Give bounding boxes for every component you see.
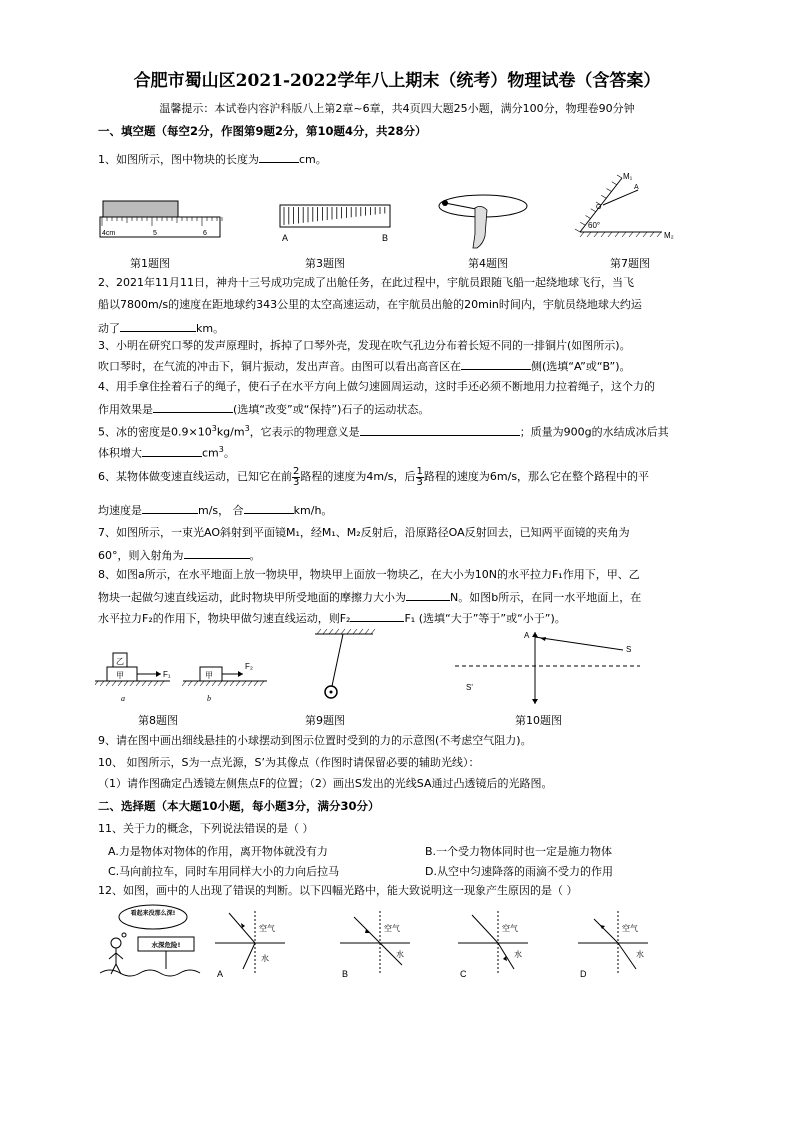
ground-hatch-line [154, 681, 158, 686]
mirror-hatch [643, 232, 647, 237]
mirror-hatch [587, 232, 591, 237]
mirror-hatch [594, 232, 598, 237]
harmonica-base [280, 205, 390, 227]
ground-hatch-line [130, 681, 134, 686]
ray-sa [535, 637, 623, 650]
label-option-d: D [580, 969, 587, 979]
caption-fig9: 第9题图 [305, 714, 345, 727]
ground-hatch-line [136, 681, 140, 686]
ground-hatch-line [160, 681, 164, 686]
lens-figure [440, 628, 640, 708]
question-3-line2: 吹口琴时，在气流的冲击下，铜片振动，发出声音。由图可以看出高音区在 侧(选填“A”或“B”)。 [98, 360, 631, 373]
question-7-line1: 7、如图所示，一束光AO斜射到平面镜M₁，经M₁、M₂反射后，沿原路径OA反射回去，已知两平面镜的夹角为 [98, 526, 630, 539]
ceiling-hatch [359, 629, 363, 634]
lens-top-arrow [532, 632, 538, 637]
label-jia-a: 甲 [116, 671, 124, 680]
force-f2-arrow [238, 671, 243, 677]
ceiling-hatch [317, 629, 321, 634]
ground-hatch-line [188, 681, 192, 686]
ground-hatch-line [248, 681, 252, 686]
force-f1-arrow [156, 671, 161, 677]
ruler-label-4: 4cm [102, 230, 116, 237]
mirror-hatch [629, 232, 633, 237]
refraction-diagram-c[interactable] [458, 905, 543, 983]
label-f1: F₁ [163, 670, 171, 679]
caption-fig8: 第8题图 [138, 714, 178, 727]
refracted-ray [594, 919, 618, 943]
label-yi: 乙 [116, 657, 124, 666]
string [332, 634, 343, 686]
mirror-hatch [636, 232, 640, 237]
mirror-hatch [608, 232, 612, 237]
refracted-ray [243, 943, 255, 969]
ground-hatch-line [236, 681, 240, 686]
caption-fig4: 第4题图 [468, 257, 508, 270]
ground-hatch-line [100, 681, 104, 686]
question-2-line2: 船以7800m/s的速度在距地球约343公里的太空高速运动，在宇航员出舱的20min时间内，宇航员绕地球大约运 [98, 298, 642, 311]
blocks-figure [95, 645, 270, 705]
label-water: 水 [261, 954, 269, 963]
cartoon-figure [98, 903, 208, 978]
block [103, 201, 178, 217]
ground-hatch-line [242, 681, 246, 686]
label-water: 水 [636, 950, 644, 959]
ground-hatch-line [194, 681, 198, 686]
question-10-line1: 10、 如图所示，S为一点光源，S’为其像点（作图时请保留必要的辅助光线）： [98, 756, 480, 769]
ruler-figure [98, 195, 223, 245]
mirror-hatch [617, 175, 622, 178]
question-7-line2: 60°，则入射角为 。 [98, 549, 261, 562]
mirror-hatch [586, 216, 591, 219]
hand [473, 206, 487, 248]
thought-bubble [119, 905, 187, 929]
ground-hatch-line [148, 681, 152, 686]
label-o: O [596, 204, 602, 211]
label-air: 空气 [622, 924, 638, 933]
refraction-diagram-a[interactable] [215, 905, 300, 983]
label-option-a: A [217, 969, 224, 979]
question-11-option-a[interactable]: A.力是物体对物体的作用，离开物体就没有力 [108, 845, 328, 858]
caption-fig3: 第3题图 [305, 257, 345, 270]
question-2-line1: 2、2021年11月11日，神舟十三号成功完成了出舱任务，在此过程中，宇航员跟随飞船一起绕地球飞行，当飞 [98, 276, 634, 289]
label-water: 水 [514, 950, 522, 959]
mirror-hatch [591, 209, 596, 212]
label-lens-s: S [626, 645, 632, 654]
exam-tip: 温馨提示：本试卷内容沪科版八上第2章~6章，共4页四大题25小题，满分100分，物理卷90分钟 [159, 102, 635, 115]
section2-heading: 二、选择题（本大题10小题，每小题3分，满分30分） [98, 799, 380, 813]
mirror-hatch [580, 222, 585, 225]
ground-hatch-line [218, 681, 222, 686]
ground-hatch-line [182, 681, 186, 686]
label-jia-b: 甲 [205, 671, 213, 680]
label-air: 空气 [259, 924, 275, 933]
label-m1: M₁ [623, 172, 633, 181]
question-1: 1、如图所示，图中物块的长度为 cm。 [98, 153, 327, 166]
question-8-line3: 水平拉力F₂的作用下，物块甲做匀速直线运动，则F₂ F₁ (选填“大于”等于”或“小于”)。 [98, 612, 566, 625]
mirror-figure [570, 170, 685, 250]
ground-hatch-line [200, 681, 204, 686]
pendulum-figure [305, 628, 385, 706]
label-angle: 60° [588, 221, 601, 230]
mirror-hatch [607, 189, 612, 192]
question-3-line1: 3、小明在研究口琴的发声原理时，拆掉了口琴外壳，发现在吹气孔边分布着长短不同的一排铜片(如图所示)。 [98, 339, 631, 352]
caption-fig7: 第7题图 [610, 257, 650, 270]
label-b: b [207, 694, 211, 703]
caption-fig10: 第10题图 [515, 714, 562, 727]
mirror-hatch [580, 232, 584, 237]
mirror-hatch [601, 195, 606, 198]
bubble-text: 看起来没那么深! [130, 910, 176, 917]
ceiling-hatch [365, 629, 369, 634]
refraction-diagram-d[interactable] [578, 905, 663, 983]
mirror-hatch [601, 232, 605, 237]
question-9: 9、请在图中画出细线悬挂的小球摆动到图示位置时受到的力的示意图(不考虑空气阻力)。 [98, 734, 532, 747]
label-a: A [634, 184, 639, 191]
question-2-line3: 动了 km。 [98, 322, 225, 335]
ground-hatch-line [112, 681, 116, 686]
ground-hatch-line [212, 681, 216, 686]
ruler-label-6: 6 [203, 230, 207, 237]
label-air: 空气 [384, 924, 400, 933]
page-title: 合肥市蜀山区2021-2022学年八上期末（统考）物理试卷（含答案） [133, 71, 661, 91]
incident-ray [472, 915, 498, 943]
incident-ray [618, 943, 636, 969]
ceiling-hatch [341, 629, 345, 634]
ball-center [330, 691, 333, 694]
ground-hatch-line [224, 681, 228, 686]
question-11-option-d[interactable]: D.从空中匀速降落的雨滴不受力的作用 [425, 865, 613, 878]
ceiling-hatch [371, 629, 375, 634]
mirror-hatch [575, 229, 580, 232]
ground-hatch-line [95, 681, 98, 686]
harmonica-label-b: B [382, 233, 389, 243]
ceiling-hatch [329, 629, 333, 634]
sign-text: 水深危险! [151, 941, 181, 949]
ray-arrow [365, 929, 370, 933]
label-lens-sp: S' [466, 683, 473, 692]
caption-fig1: 第1题图 [130, 257, 170, 270]
question-11-option-c[interactable]: C.马向前拉车，同时车用同样大小的力向后拉马 [108, 865, 340, 878]
question-4-line2: 作用效果是 (选填“改变”或“保持”)石子的运动状态。 [98, 403, 430, 416]
mirror-hatch [615, 232, 619, 237]
ground-hatch-line [230, 681, 234, 686]
ruler-label-5: 5 [153, 230, 157, 237]
ray-arrow [600, 925, 605, 929]
circular-motion-figure [435, 188, 535, 250]
ceiling-hatch [323, 629, 327, 634]
label-m2: M₂ [664, 231, 674, 240]
mirror-hatch [622, 232, 626, 237]
question-5-line2: 体积增大 $cm^3$。 [98, 445, 235, 460]
water-wave [100, 970, 200, 976]
ray-ao [603, 190, 638, 205]
question-8-line1: 8、如图a所示，在水平地面上放一物块甲，物块甲上面放一物块乙，在大小为10N的水平拉力F₁作用下，甲、乙 [98, 568, 640, 581]
mirror-hatch [612, 182, 617, 185]
ground-hatch-line [142, 681, 146, 686]
ground-hatch-line [106, 681, 110, 686]
ground-hatch-line [118, 681, 122, 686]
bubble-dot [122, 933, 126, 937]
section1-heading: 一、填空题（每空2分，作图第9题2分，第10题4分，共28分） [98, 124, 427, 138]
stone [442, 200, 448, 206]
refraction-diagram-b[interactable] [340, 905, 425, 983]
label-air: 空气 [502, 924, 518, 933]
question-6-line1: 6、某物体做变速直线运动，已知它在前 $\frac{2}{3}$ 路程的速度为4m/s，后 $\frac{1}{3}$ 路程的速度为6m/s，那么它在整个路程中的平 [98, 465, 650, 488]
mirror-hatch [657, 232, 661, 237]
ceiling-hatch [353, 629, 357, 634]
question-5-line1: 5、冰的密度是$0.9\times 10^3kg/m^3$，它表示的物理意义是 ；质量为900g的水结成冰后其 [98, 424, 669, 439]
label-f2: F₂ [245, 662, 253, 671]
question-6-line2: 均速度是 m/s， 合 km/h。 [98, 504, 333, 517]
mirror-hatch [650, 232, 654, 237]
label-a: a [121, 694, 125, 703]
label-option-b: B [342, 969, 349, 979]
ceiling-hatch [335, 629, 339, 634]
lens-bottom-arrow [532, 699, 538, 704]
ground-hatch-line [124, 681, 128, 686]
label-option-c: C [460, 969, 467, 979]
ground-hatch-line [206, 681, 210, 686]
label-lens-a: A [524, 631, 530, 640]
question-10-line2: （1）请作图确定凸透镜左侧焦点F的位置；（2）画出S发出的光线SA通过凸透镜后的光路图。 [98, 777, 553, 790]
ceiling-hatch [347, 629, 351, 634]
question-11-option-b[interactable]: B.一个受力物体同时也一定是施力物体 [425, 845, 613, 858]
label-water: 水 [396, 950, 404, 959]
question-11-stem: 11、关于力的概念，下列说法错误的是（ ） [98, 822, 314, 835]
person-head [111, 938, 121, 948]
harmonica-figure [270, 195, 400, 247]
ground-hatch-line [254, 681, 258, 686]
harmonica-label-a: A [282, 233, 289, 243]
question-8-line2: 物块一起做匀速直线运动，此时物块甲所受地面的摩擦力大小为 N。如图b所示，在同一水平地面上，在 [98, 591, 642, 604]
ground-hatch-line [260, 681, 264, 686]
question-12-stem: 12、如图，画中的人出现了错误的判断。以下四幅光路中，能大致说明这一现象产生原因的是（ ） [98, 884, 578, 897]
question-4-line1: 4、用手拿住拴着石子的绳子，使石子在水平方向上做匀速圆周运动，这时手还必须不断地用力拉着绳子，这个力的 [98, 380, 655, 393]
